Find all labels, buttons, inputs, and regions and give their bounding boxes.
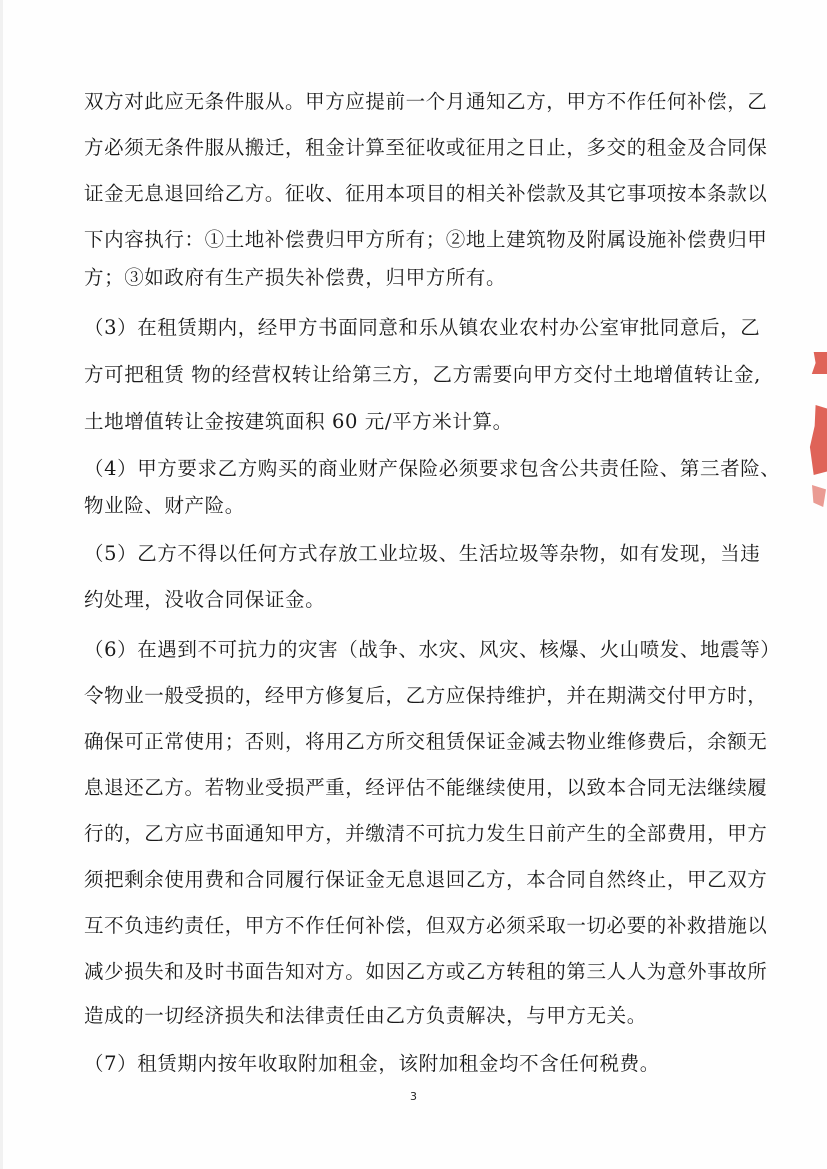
text-line: 方可把租赁 物的经营权转让给第三方，乙方需要向甲方交付土地增值转让金, [84, 363, 761, 386]
text-line: 行的，乙方应书面通知甲方，并缴清不可抗力发生日前产生的全部费用，甲方 [84, 822, 768, 845]
text-line: 造成的一切经济损失和法律责任由乙方负责解决，与甲方无关。 [84, 1004, 647, 1027]
text-line: 息退还乙方。若物业受损严重，经评估不能继续使用，以致本合同无法继续履 [84, 776, 768, 799]
text-line: 双方对此应无条件服从。甲方应提前一个月通知乙方，甲方不作任何补偿，乙 [84, 90, 768, 113]
text-line: 下内容执行：①土地补偿费归甲方所有；②地上建筑物及附属设施补偿费归甲 [84, 228, 768, 251]
text-line: 方必须无条件服从搬迁，租金计算至征收或征用之日止，多交的租金及合同保 [84, 136, 768, 159]
text-line: 互不负违约责任，甲方不作任何补偿，但双方必须采取一切必要的补救措施以 [84, 914, 768, 937]
clause-5-line: （5）乙方不得以任何方式存放工业垃圾、生活垃圾等杂物，如有发现，当违 [84, 542, 761, 565]
text-line: 方；③如政府有生产损失补偿费，归甲方所有。 [84, 266, 507, 289]
text-line: 证金无息退回给乙方。征收、征用本项目的相关补偿款及其它事项按本条款以 [84, 182, 768, 205]
clause-3-line: （3）在租赁期内，经甲方书面同意和乐从镇农业农村办公室审批同意后，乙 [84, 316, 761, 339]
clause-6-line: （6）在遇到不可抗力的灾害（战争、水灾、风灾、核爆、火山喷发、地震等） [84, 638, 781, 661]
seal-stamp-fragment [808, 405, 827, 475]
text-line: 确保可正常使用；否则，将用乙方所交租赁保证金减去物业维修费后，余额无 [84, 730, 768, 753]
clause-4-line: （4）甲方要求乙方购买的商业财产保险必须要求包含公共责任险、第三者险、 [84, 457, 781, 480]
seal-stamp-fragment [808, 352, 827, 374]
scan-edge [0, 0, 3, 1169]
text-line: 约处理，没收合同保证金。 [84, 588, 326, 611]
text-line: 物业险、财产险。 [84, 494, 245, 517]
text-line: 减少损失和及时书面告知对方。如因乙方或乙方转租的第三人人为意外事故所 [84, 960, 768, 983]
seal-stamp-fragment [812, 485, 826, 507]
text-line: 须把剩余使用费和合同履行保证金无息退回乙方，本合同自然终止，甲乙双方 [84, 868, 768, 891]
page-number: 3 [410, 1090, 417, 1103]
text-line: 令物业一般受损的，经甲方修复后，乙方应保持维护，并在期满交付甲方时， [84, 684, 768, 707]
text-line: 土地增值转让金按建筑面积 60 元/平方米计算。 [84, 410, 513, 433]
clause-7-line: （7）租赁期内按年收取附加租金，该附加租金均不含任何税费。 [84, 1052, 660, 1075]
